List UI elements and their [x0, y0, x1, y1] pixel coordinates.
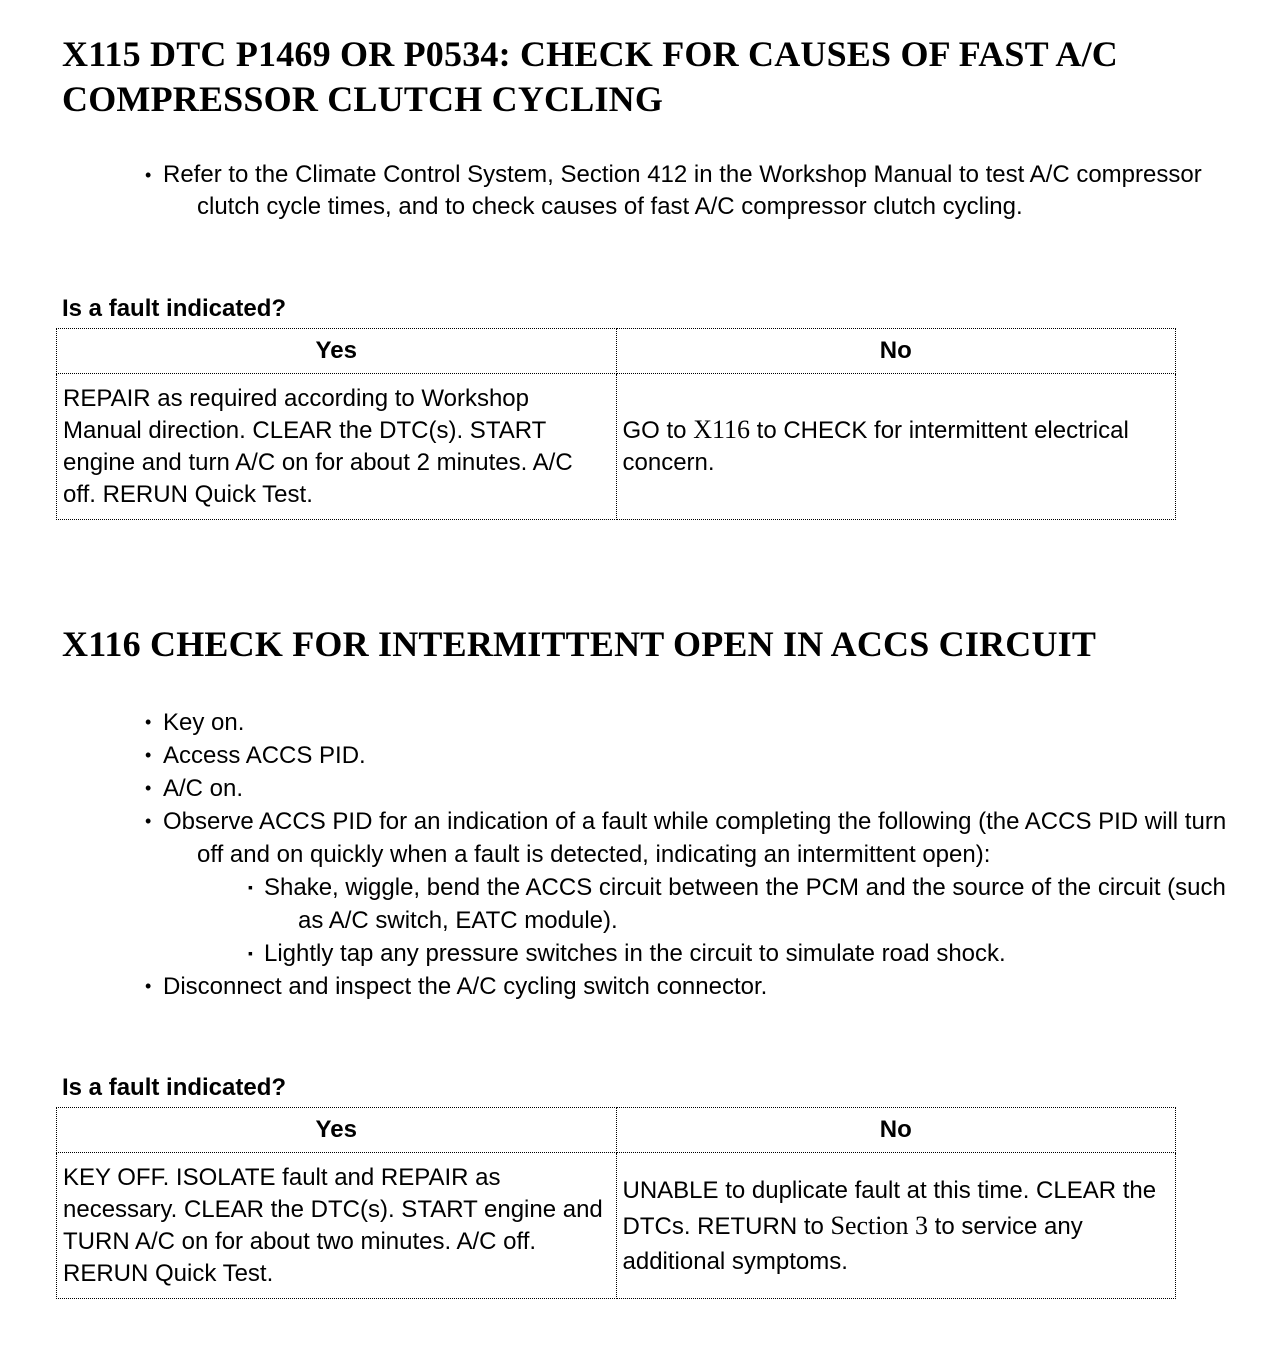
- no-header: No: [616, 329, 1176, 374]
- x116-result-table: [56, 1107, 1176, 1299]
- no-cell: GO to X116 to CHECK for intermittent electrical concern.: [616, 374, 1176, 520]
- x116-link[interactable]: X116: [693, 415, 750, 444]
- section-3-link[interactable]: Section 3: [830, 1210, 929, 1240]
- x116-question: Is a fault indicated?: [62, 1074, 287, 1101]
- list-item: • A/C on.: [145, 772, 1245, 805]
- x115-heading: X115 DTC P1469 OR P0534: CHECK FOR CAUSES OF FAST A/C COMPRESSOR CLUTCH CYCLING: [62, 34, 1119, 119]
- sub-steps: [163, 871, 1245, 970]
- yes-header: Yes: [57, 1108, 617, 1153]
- list-item: • Key on.: [145, 706, 1245, 739]
- yes-cell: KEY OFF. ISOLATE fault and REPAIR as necessary. CLEAR the DTC(s). START engine and TURN A/C on for about two minutes. A/C off. RERUN Quick Test.: [57, 1153, 617, 1299]
- x116-heading: X116 CHECK FOR INTERMITTENT OPEN IN ACCS CIRCUIT: [62, 624, 1097, 664]
- yes-header: Yes: [57, 329, 617, 374]
- no-cell: UNABLE to duplicate fault at this time. CLEAR the DTCs. RETURN to Section 3 to service any additional symptoms.: [616, 1153, 1176, 1299]
- list-item: • Access ACCS PID.: [145, 739, 1245, 772]
- x116-steps: [145, 706, 1245, 1003]
- sub-list-item: ▪ Lightly tap any pressure switches in the circuit to simulate road shock.: [248, 937, 1245, 970]
- x115-result-table: [56, 328, 1176, 520]
- list-item: • Observe ACCS PID for an indication of a fault while completing the following (the ACCS PID will turn off and on quickly when a fault is detected, indicating an intermittent open): ▪ Shake, wiggle, bend the ACCS circuit between the PCM and the source of the circuit (such as A/C switch, EATC module). ▪ Lightly tap any pressure switches in the circuit to simulate road shock.: [145, 805, 1245, 970]
- x115-question: Is a fault indicated?: [62, 295, 287, 322]
- no-header: No: [616, 1108, 1176, 1153]
- list-item: • Refer to the Climate Control System, Section 412 in the Workshop Manual to test A/C compressor clutch cycle times, and to check causes of fast A/C compressor clutch cycling.: [145, 159, 1220, 223]
- sub-list-item: ▪ Shake, wiggle, bend the ACCS circuit between the PCM and the source of the circuit (such as A/C switch, EATC module).: [248, 871, 1245, 937]
- yes-cell: REPAIR as required according to Workshop Manual direction. CLEAR the DTC(s). START engine and turn A/C on for about 2 minutes. A/C off. RERUN Quick Test.: [57, 374, 617, 520]
- x115-steps: [145, 159, 1220, 223]
- list-item: • Disconnect and inspect the A/C cycling switch connector.: [145, 970, 1245, 1003]
